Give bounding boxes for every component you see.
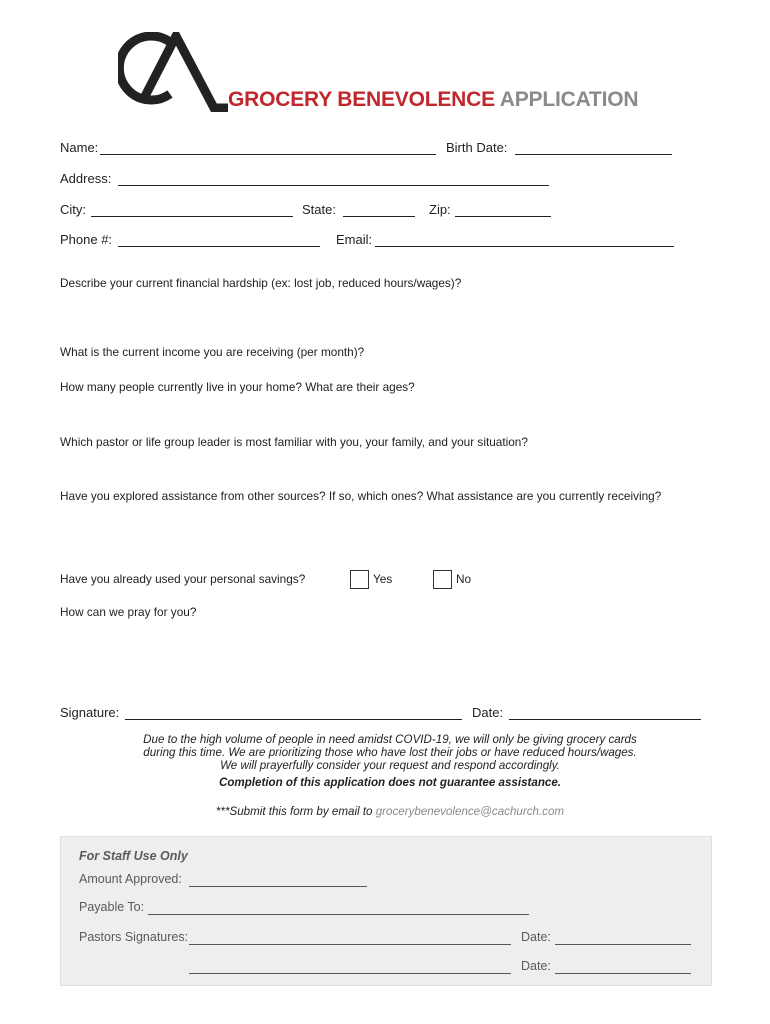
staff-date-field-2[interactable] — [555, 973, 691, 974]
state-field[interactable] — [343, 216, 415, 217]
city-label: City: — [60, 202, 86, 217]
ca-logo-icon — [118, 32, 230, 112]
submit-email-link[interactable]: grocerybenevolence@cachurch.com — [375, 805, 565, 818]
pastor-question: Which pastor or life group leader is most familiar with you, your family, and your situation? — [60, 435, 528, 449]
phone-field[interactable] — [118, 246, 320, 247]
email-field[interactable] — [375, 246, 674, 247]
amount-approved-label: Amount Approved: — [79, 872, 182, 886]
savings-yes-label: Yes — [373, 572, 393, 586]
notice-line-2: during this time. We are prioritizing those who have lost their jobs or have reduced hours/wages. — [143, 746, 637, 759]
notice-line-3: We will prayerfully consider your request and respond accordingly. — [220, 759, 560, 772]
name-label: Name: — [60, 140, 99, 155]
email-label: Email: — [336, 232, 373, 247]
savings-no-checkbox[interactable] — [433, 570, 452, 589]
staff-date-field-1[interactable] — [555, 944, 691, 945]
title-grey: APPLICATION — [494, 88, 639, 111]
zip-field[interactable] — [455, 216, 551, 217]
pastors-signatures-label: Pastors Signatures: — [79, 930, 189, 944]
payable-to-field[interactable] — [148, 914, 529, 915]
name-field[interactable] — [100, 154, 436, 155]
page-title — [228, 88, 638, 112]
payable-to-label: Payable To: — [79, 900, 145, 914]
savings-yes-checkbox[interactable] — [350, 570, 369, 589]
staff-use-box — [60, 836, 712, 986]
signature-date-label: Date: — [472, 705, 504, 720]
signature-label: Signature: — [60, 705, 120, 720]
income-question: What is the current income you are receiving (per month)? — [60, 345, 365, 359]
city-field[interactable] — [91, 216, 293, 217]
staff-date-label-2: Date: — [521, 959, 551, 973]
address-label: Address: — [60, 171, 112, 186]
staff-date-label-1: Date: — [521, 930, 551, 944]
zip-label: Zip: — [429, 202, 451, 217]
amount-approved-field[interactable] — [189, 886, 367, 887]
notice-disclaimer: Completion of this application does not guarantee assistance. — [218, 776, 562, 789]
signature-field[interactable] — [125, 719, 462, 720]
ca-logo — [118, 32, 230, 115]
address-field[interactable] — [118, 185, 549, 186]
birth-date-field[interactable] — [515, 154, 672, 155]
pray-question: How can we pray for you? — [60, 605, 197, 619]
submit-instruction — [60, 805, 720, 818]
pastor-signature-field-1[interactable] — [189, 944, 511, 945]
savings-no-label: No — [456, 572, 472, 586]
household-question: How many people currently live in your home? What are their ages? — [60, 380, 415, 394]
submit-prefix: ***Submit this form by email to — [215, 805, 376, 818]
signature-date-field[interactable] — [509, 719, 701, 720]
staff-heading: For Staff Use Only — [79, 849, 188, 863]
savings-question: Have you already used your personal savings? — [60, 572, 306, 586]
title-red: GROCERY BENEVOLENCE — [228, 88, 495, 111]
pastor-signature-field-2[interactable] — [189, 973, 511, 974]
notice-line-1: Due to the high volume of people in need amidst COVID-19, we will only be giving grocery cards — [143, 733, 637, 746]
state-label: State: — [302, 202, 336, 217]
birth-date-label: Birth Date: — [446, 140, 508, 155]
assistance-question: Have you explored assistance from other sources? If so, which ones? What assistance are you currently receiving? — [60, 489, 662, 503]
hardship-question: Describe your current financial hardship (ex: lost job, reduced hours/wages)? — [60, 276, 462, 290]
phone-label: Phone #: — [60, 232, 113, 247]
